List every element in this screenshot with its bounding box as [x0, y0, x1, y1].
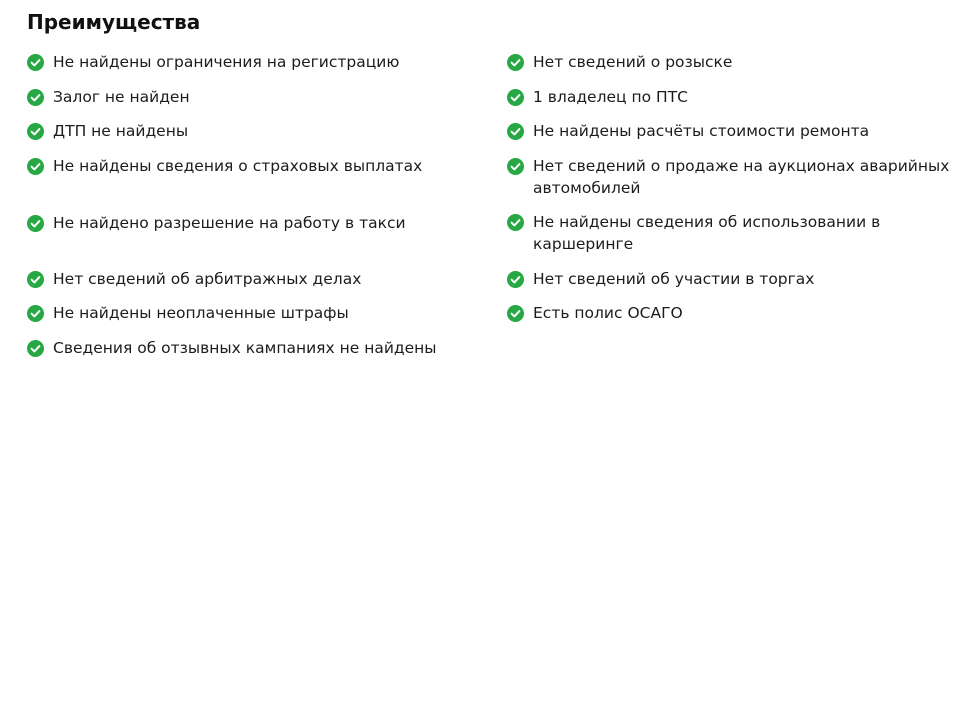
check-circle-icon: [507, 54, 524, 71]
advantage-label: Нет сведений о розыске: [533, 53, 733, 71]
advantage-item: [27, 155, 477, 177]
check-circle-icon: [27, 215, 44, 232]
check-circle-icon: [27, 123, 44, 140]
advantage-label: 1 владелец по ПТС: [533, 87, 688, 106]
check-circle-icon: [507, 305, 524, 322]
advantage-item: [27, 212, 477, 234]
advantage-item: [507, 211, 960, 255]
check-circle-icon: [507, 214, 524, 231]
advantage-item: [507, 51, 960, 73]
check-circle-icon: [27, 89, 44, 106]
advantage-label: Есть полис ОСАГО: [533, 304, 683, 322]
advantage-label: Нет сведений об участии в торгах: [533, 269, 815, 288]
advantage-item: [27, 337, 477, 359]
advantage-label: Не найдены ограничения на регистрацию: [53, 53, 400, 71]
check-circle-icon: [507, 123, 524, 140]
check-circle-icon: [507, 271, 524, 288]
check-circle-icon: [507, 158, 524, 175]
advantage-item: [507, 86, 960, 108]
advantage-label: Не найдены сведения об использовании в каршеринге: [533, 213, 881, 253]
check-circle-icon: [27, 54, 44, 71]
advantage-label: Залог не найден: [53, 87, 190, 106]
advantage-label: Нет сведений об арбитражных делах: [53, 269, 362, 288]
advantages-list-right: [507, 51, 960, 337]
check-circle-icon: [27, 271, 44, 288]
advantage-label: Нет сведений о продаже на аукционах аварийных автомобилей: [533, 156, 950, 197]
check-circle-icon: [27, 158, 44, 175]
check-circle-icon: [27, 305, 44, 322]
advantage-item: [27, 86, 477, 108]
advantage-label: Не найдено разрешение на работу в такси: [53, 213, 406, 232]
check-circle-icon: [27, 340, 44, 357]
advantage-label: ДТП не найдены: [53, 122, 189, 140]
advantage-item: [27, 51, 477, 73]
advantage-item: [507, 268, 960, 290]
advantage-label: Не найдены расчёты стоимости ремонта: [533, 122, 870, 140]
advantage-item: [27, 268, 477, 290]
advantage-label: Не найдены сведения о страховых выплатах: [53, 156, 423, 175]
advantages-list-left: [27, 51, 477, 371]
advantage-item: [507, 120, 960, 142]
advantage-label: Сведения об отзывных кампаниях не найдены: [53, 338, 437, 357]
advantage-item: [27, 302, 477, 324]
advantage-item: [507, 155, 960, 199]
advantage-label: Не найдены неоплаченные штрафы: [53, 304, 349, 322]
section-title: Преимущества: [27, 10, 201, 34]
advantage-item: [507, 302, 960, 324]
advantage-item: [27, 120, 477, 142]
check-circle-icon: [507, 89, 524, 106]
